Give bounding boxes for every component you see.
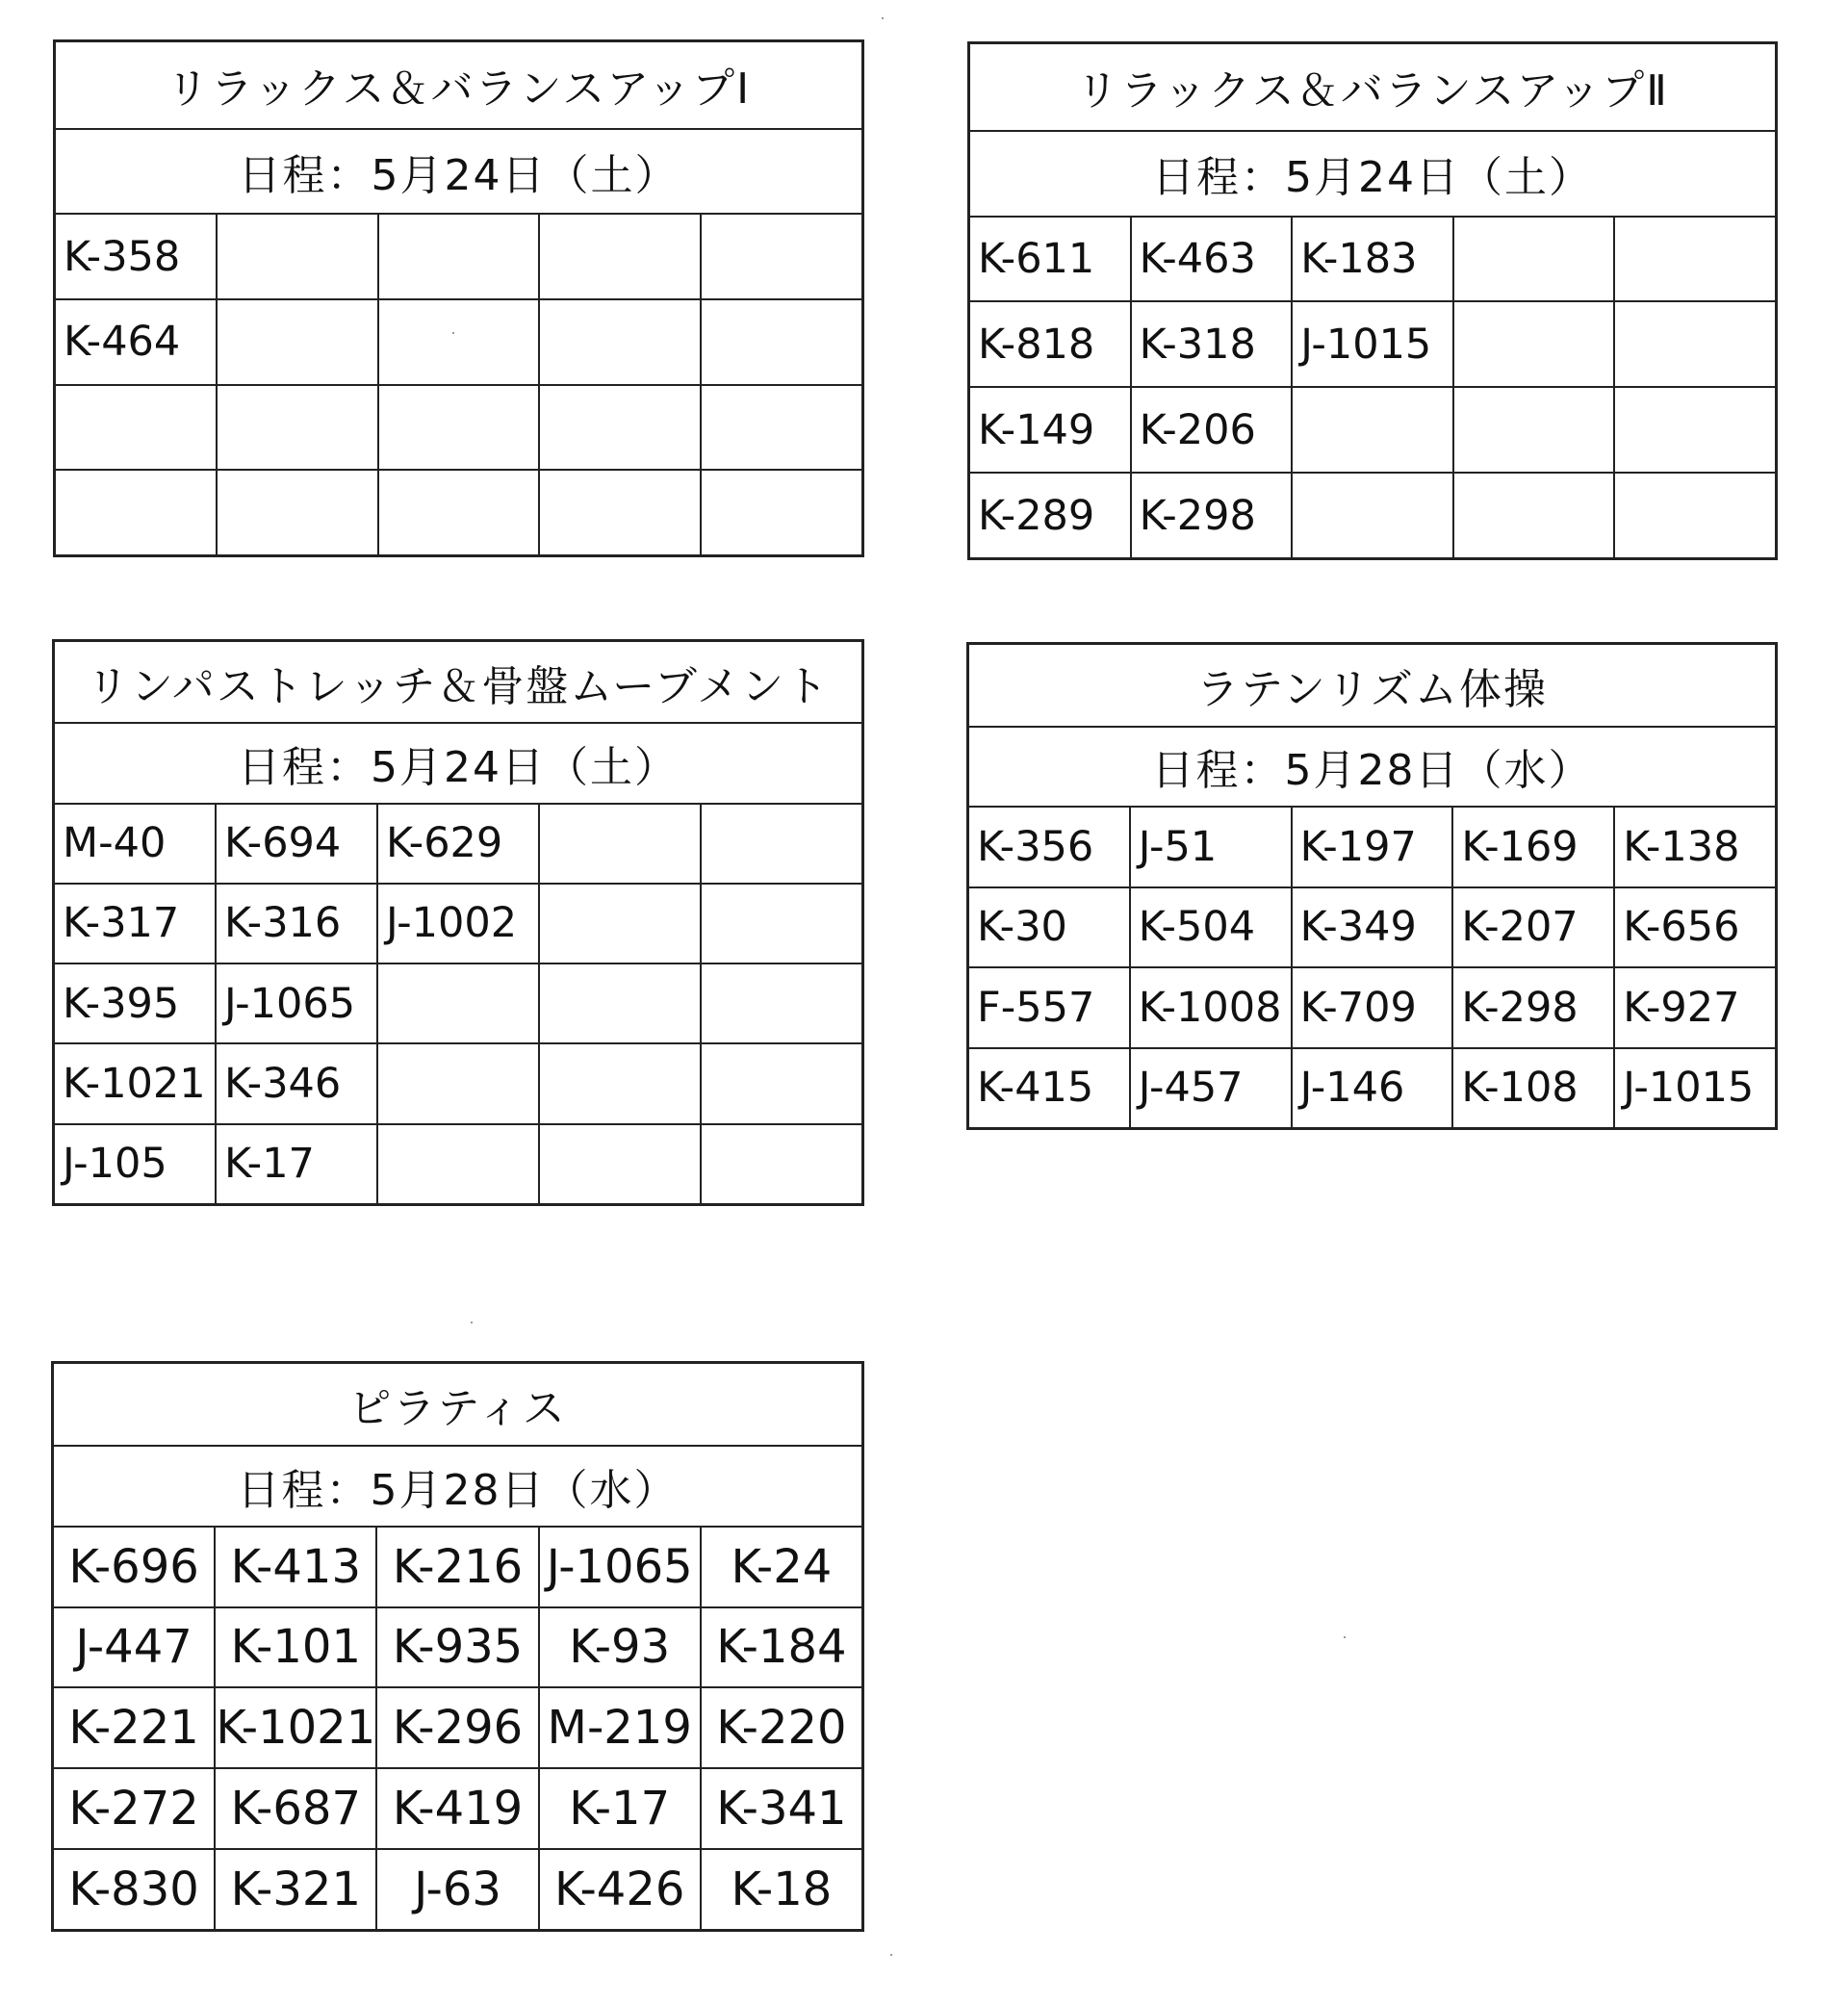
table-schedule: 日程：5月24日（土）: [56, 128, 861, 214]
participant-cell: [1291, 474, 1452, 557]
table-title: ピラティス: [348, 1383, 567, 1433]
participant-cell: [700, 1044, 861, 1122]
participant-cell: [538, 386, 700, 470]
participant-cell: K-504: [1129, 888, 1291, 967]
participant-cell: [1613, 474, 1775, 557]
participant-cell: J-105: [63, 1140, 167, 1189]
scan-speck: [452, 332, 454, 334]
participant-cell: K-346: [215, 1044, 376, 1122]
table-row: [969, 806, 1775, 886]
table-row: [54, 1526, 861, 1606]
participant-cell: [700, 964, 861, 1042]
table-schedule: 日程：5月24日（土）: [970, 130, 1775, 216]
class-table-relax-balance-1: [53, 39, 864, 557]
participant-cell: K-464: [64, 318, 181, 367]
participant-cell: K-1021: [214, 1688, 375, 1767]
participant-cell: K-318: [1130, 302, 1292, 386]
participant-cell: [700, 471, 861, 554]
participant-cell: J-1065: [215, 964, 376, 1042]
participant-cell: K-358: [64, 232, 181, 281]
participant-cell: [538, 885, 700, 963]
participant-cell: J-1015: [1613, 1049, 1775, 1128]
table-row: [970, 300, 1775, 386]
participant-cell: [1452, 388, 1614, 472]
scan-speck: [890, 1954, 892, 1956]
participant-cell: [376, 1044, 538, 1122]
participant-cell: [56, 471, 216, 554]
participant-cell: [376, 964, 538, 1042]
participant-cell: K-316: [215, 885, 376, 963]
participant-cell: [377, 471, 539, 554]
table-schedule: 日程：5月28日（水）: [54, 1445, 861, 1526]
participant-cell: [700, 1125, 861, 1203]
participant-cell: [1452, 302, 1614, 386]
participant-cell: [700, 885, 861, 963]
participant-cell: K-207: [1451, 888, 1613, 967]
participant-cell: K-1008: [1129, 968, 1291, 1047]
table-row: [969, 966, 1775, 1047]
participant-cell: K-927: [1613, 968, 1775, 1047]
participant-cell: [1452, 218, 1614, 301]
table-title: ラテンリズム体操: [1196, 664, 1548, 714]
table-row: [54, 1767, 861, 1848]
participant-cell: K-298: [1451, 968, 1613, 1047]
participant-cell: K-17: [538, 1769, 700, 1848]
participant-cell: [56, 386, 216, 470]
participant-cell: K-1021: [63, 1060, 206, 1109]
table-row: [56, 213, 861, 298]
table-row: [970, 472, 1775, 557]
participant-cell: K-184: [700, 1608, 861, 1687]
participant-cell: K-138: [1613, 808, 1775, 886]
class-table-relax-balance-2: [967, 41, 1778, 560]
participant-cell: K-321: [214, 1850, 375, 1929]
table-title: リンパストレッチ＆骨盤ムーブメント: [86, 661, 831, 711]
table-row: [55, 963, 861, 1042]
participant-cell: [1452, 474, 1614, 557]
participant-cell: K-108: [1451, 1049, 1613, 1128]
participant-cell: K-289: [978, 491, 1095, 540]
participant-cell: [538, 1125, 700, 1203]
table-title: リラックス＆バランスアップⅠ: [166, 64, 752, 115]
participant-cell: K-317: [63, 899, 180, 948]
participant-cell: K-169: [1451, 808, 1613, 886]
participant-cell: K-101: [214, 1608, 375, 1687]
participant-cell: K-687: [214, 1769, 375, 1848]
participant-cell: K-197: [1291, 808, 1452, 886]
participant-cell: K-24: [700, 1528, 861, 1606]
participant-cell: [377, 300, 539, 384]
participant-cell: K-18: [700, 1850, 861, 1929]
participant-cell: K-395: [63, 979, 180, 1028]
participant-cell: K-30: [977, 903, 1067, 952]
participant-cell: K-341: [700, 1769, 861, 1848]
participant-cell: [377, 386, 539, 470]
participant-cell: K-694: [215, 805, 376, 883]
scan-speck: [1344, 1636, 1346, 1638]
participant-cell: K-93: [538, 1608, 700, 1687]
participant-cell: K-696: [68, 1539, 199, 1594]
table-row: [54, 1848, 861, 1929]
participant-cell: K-709: [1291, 968, 1452, 1047]
participant-cell: J-146: [1291, 1049, 1452, 1128]
table-row: [55, 1123, 861, 1203]
participant-cell: K-830: [68, 1862, 199, 1916]
table-schedule: 日程：5月24日（土）: [55, 722, 861, 802]
table-schedule: 日程：5月28日（水）: [969, 726, 1775, 807]
participant-cell: [216, 215, 377, 298]
participant-cell: K-221: [68, 1701, 199, 1756]
participant-cell: [538, 215, 700, 298]
participant-cell: K-272: [68, 1782, 199, 1837]
participant-cell: K-415: [977, 1064, 1094, 1113]
table-row: [969, 1047, 1775, 1128]
participant-cell: K-356: [977, 822, 1094, 871]
table-row: [55, 1042, 861, 1122]
participant-cell: K-296: [375, 1688, 537, 1767]
participant-cell: [216, 386, 377, 470]
participant-cell: J-457: [1129, 1049, 1291, 1128]
participant-cell: [216, 471, 377, 554]
participant-cell: K-206: [1130, 388, 1292, 472]
participant-cell: J-63: [375, 1850, 537, 1929]
table-title: リラックス＆バランスアップⅡ: [1076, 66, 1669, 116]
participant-cell: K-629: [376, 805, 538, 883]
participant-cell: K-298: [1130, 474, 1292, 557]
table-row: [56, 384, 861, 470]
participant-cell: K-935: [375, 1608, 537, 1687]
class-table-pilates: [51, 1361, 864, 1932]
participant-cell: J-1002: [376, 885, 538, 963]
participant-cell: [376, 1125, 538, 1203]
participant-cell: J-1065: [538, 1528, 700, 1606]
participant-cell: M-219: [538, 1688, 700, 1767]
table-row: [969, 886, 1775, 967]
scan-speck: [882, 17, 884, 19]
table-row: [54, 1686, 861, 1767]
participant-cell: [538, 471, 700, 554]
participant-cell: [1613, 388, 1775, 472]
participant-cell: J-51: [1129, 808, 1291, 886]
participant-cell: K-818: [978, 320, 1095, 369]
participant-cell: K-611: [978, 235, 1095, 284]
participant-cell: [538, 805, 700, 883]
participant-cell: K-656: [1613, 888, 1775, 967]
participant-cell: [700, 386, 861, 470]
participant-cell: [700, 805, 861, 883]
participant-cell: [700, 300, 861, 384]
participant-cell: [538, 964, 700, 1042]
participant-cell: [1613, 218, 1775, 301]
participant-cell: K-419: [375, 1769, 537, 1848]
participant-cell: K-183: [1291, 218, 1452, 301]
table-row: [55, 803, 861, 883]
participant-cell: [377, 215, 539, 298]
participant-cell: K-216: [375, 1528, 537, 1606]
participant-cell: K-413: [214, 1528, 375, 1606]
participant-cell: J-1015: [1291, 302, 1452, 386]
table-row: [54, 1606, 861, 1687]
table-row: [56, 298, 861, 384]
participant-cell: F-557: [977, 983, 1095, 1032]
participant-cell: K-349: [1291, 888, 1452, 967]
table-row: [55, 883, 861, 963]
participant-cell: [216, 300, 377, 384]
table-row: [56, 469, 861, 554]
participant-cell: [1613, 302, 1775, 386]
participant-cell: M-40: [63, 819, 167, 868]
scan-speck: [471, 1322, 473, 1323]
participant-cell: K-426: [538, 1850, 700, 1929]
table-row: [970, 386, 1775, 472]
participant-cell: K-17: [215, 1125, 376, 1203]
participant-cell: [1291, 388, 1452, 472]
participant-cell: [538, 1044, 700, 1122]
participant-cell: [538, 300, 700, 384]
participant-cell: K-220: [700, 1688, 861, 1767]
participant-cell: [700, 215, 861, 298]
participant-cell: J-447: [75, 1620, 192, 1675]
class-table-lymph-stretch: [52, 639, 864, 1206]
participant-cell: K-463: [1130, 218, 1292, 301]
class-table-latin-rhythm: [966, 642, 1778, 1130]
participant-cell: K-149: [978, 405, 1095, 454]
table-row: [970, 216, 1775, 301]
